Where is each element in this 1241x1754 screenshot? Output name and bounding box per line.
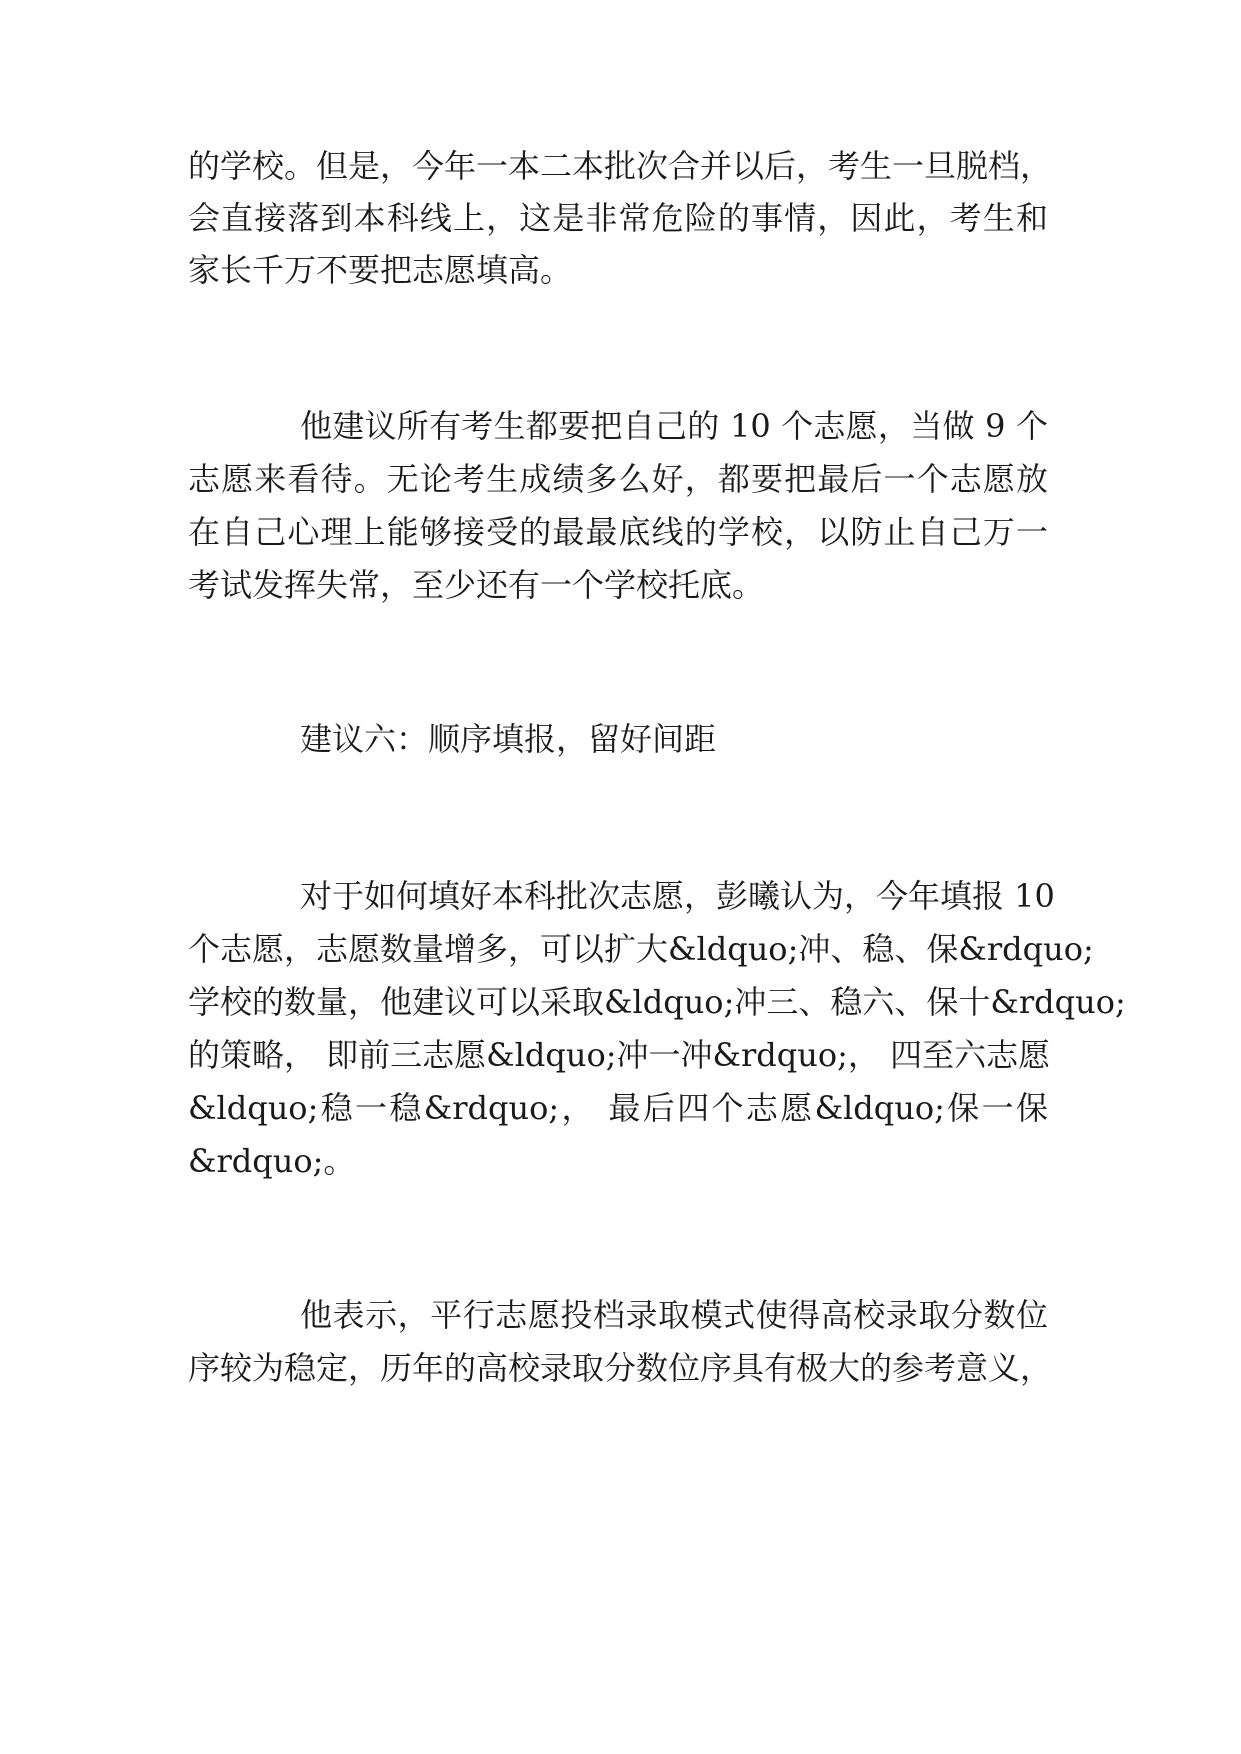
paragraph-1-line-2: 会直接落到本科线上，这是非常危险的事情，因此，考生和 [188, 199, 1048, 237]
paragraph-3-line-4: 的策略， 即前三志愿&ldquo;冲一冲&rdquo;， 四至六志愿 [188, 1036, 1051, 1074]
paragraph-3-line-3: 学校的数量，他建议可以采取&ldquo;冲三、稳六、保十&rdquo; [188, 983, 1126, 1021]
paragraph-2-line-4: 考试发挥失常，至少还有一个学校托底。 [188, 566, 765, 604]
paragraph-2-line-2: 志愿来看待。无论考生成绩多么好，都要把最后一个志愿放 [188, 460, 1048, 498]
paragraph-3-line-6: &rdquo;。 [188, 1142, 356, 1180]
paragraph-1-line-3: 家长千万不要把志愿填高。 [188, 251, 573, 289]
paragraph-4-line-2: 序较为稳定，历年的高校录取分数位序具有极大的参考意义， [188, 1349, 1053, 1387]
paragraph-3-line-1: 对于如何填好本科批次志愿，彭曦认为，今年填报 10 [300, 877, 1055, 915]
paragraph-3-line-5: &ldquo;稳一稳&rdquo;， 最后四个志愿&ldquo;保一保 [188, 1089, 1048, 1127]
paragraph-2-line-1: 他建议所有考生都要把自己的 10 个志愿，当做 9 个 [300, 407, 1048, 445]
paragraph-3-line-2: 个志愿，志愿数量增多，可以扩大&ldquo;冲、稳、保&rdquo; [188, 930, 1094, 968]
paragraph-2-line-3: 在自己心理上能够接受的最最底线的学校，以防止自己万一 [188, 513, 1048, 551]
section-heading: 建议六：顺序填报，留好间距 [300, 720, 717, 758]
paragraph-4-line-1: 他表示，平行志愿投档录取模式使得高校录取分数位 [300, 1296, 1048, 1334]
paragraph-1-line-1: 的学校。但是，今年一本二本批次合并以后，考生一旦脱档， [188, 147, 1053, 185]
